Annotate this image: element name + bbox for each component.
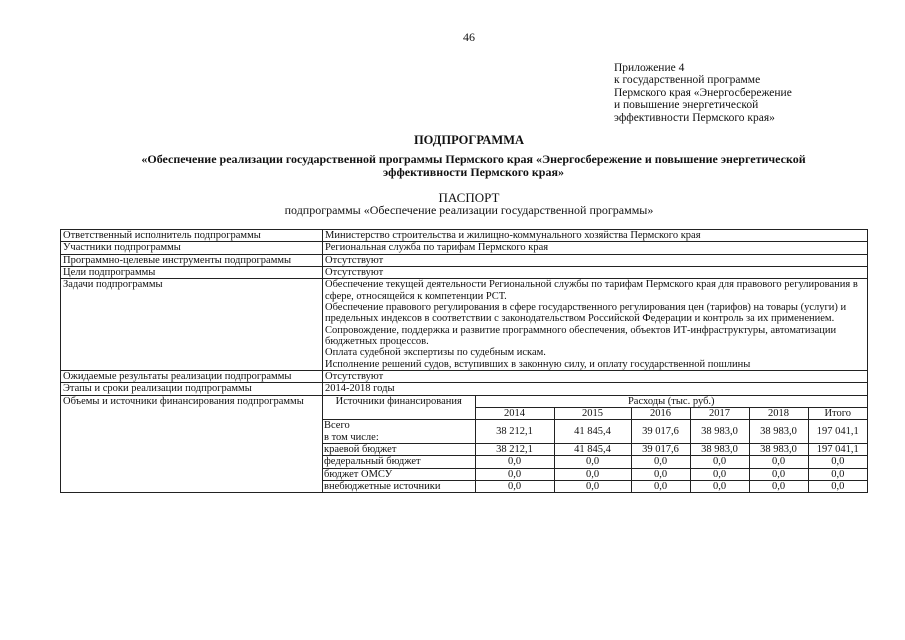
appendix-line: к государственной программе bbox=[614, 74, 761, 87]
row-label: Ожидаемые результаты реализации подпрограммы bbox=[61, 370, 323, 382]
row-label: Участники подпрограммы bbox=[61, 242, 323, 254]
year-header: 2018 bbox=[749, 407, 808, 419]
value-cell: 197 041,1 bbox=[808, 443, 867, 455]
financing-header-row bbox=[323, 396, 867, 408]
value-cell: 0,0 bbox=[690, 468, 749, 480]
value-cell: 39 017,6 bbox=[631, 443, 690, 455]
passport-row-participants bbox=[61, 242, 868, 254]
value-cell: 0,0 bbox=[631, 468, 690, 480]
value-cell: 38 983,0 bbox=[749, 420, 808, 444]
value-cell: 0,0 bbox=[749, 468, 808, 480]
row-label: Задачи подпрограммы bbox=[61, 279, 323, 371]
row-label: Объемы и источники финансирования подпрограммы bbox=[61, 395, 323, 493]
value-cell: 38 983,0 bbox=[690, 443, 749, 455]
value-cell: 0,0 bbox=[475, 480, 554, 492]
source-label: федеральный бюджет bbox=[323, 456, 475, 468]
passport-table bbox=[60, 229, 868, 493]
passport-row-goals bbox=[61, 266, 868, 278]
passport-row-executor bbox=[61, 230, 868, 242]
value-cell: 0,0 bbox=[749, 480, 808, 492]
appendix-note bbox=[614, 62, 792, 124]
source-label bbox=[323, 420, 475, 444]
task-item: Сопровождение, поддержка и развитие программного обеспечения, объектов ИТ-инфраструктуры, автоматизации бюджетных процессов. bbox=[325, 324, 837, 347]
year-header: 2017 bbox=[690, 407, 749, 419]
value-cell: 0,0 bbox=[808, 468, 867, 480]
row-value: Отсутствуют bbox=[323, 266, 868, 278]
task-item: Обеспечение правового регулирования в сфере государственного регулирования цен (тарифов) на товары (услуги) и предельных индексов в соответствии с законодательством Российской Федерации и контроль за их применением. bbox=[325, 301, 847, 325]
sources-header: Источники финансирования bbox=[323, 396, 475, 420]
financing-row-extrabudgetary bbox=[323, 480, 867, 492]
row-label: Программно-целевые инструменты подпрограммы bbox=[61, 254, 323, 266]
passport-row-instruments bbox=[61, 254, 868, 266]
value-cell: 0,0 bbox=[749, 456, 808, 468]
source-label: внебюджетные источники bbox=[323, 480, 475, 492]
passport-subtitle: подпрограммы «Обеспечение реализации государственной программы» bbox=[284, 203, 654, 217]
financing-total-row bbox=[323, 420, 867, 444]
appendix-line: эффективности Пермского края» bbox=[614, 111, 775, 124]
row-value: Отсутствуют bbox=[323, 370, 868, 382]
value-cell: 0,0 bbox=[690, 480, 749, 492]
task-item: Исполнение решений судов, вступивших в законную силу, и оплату государственной пошлины bbox=[325, 358, 751, 370]
subprogram-heading: ПОДПРОГРАММА bbox=[413, 133, 525, 147]
value-cell: 0,0 bbox=[631, 456, 690, 468]
subprogram-subtitle: «Обеспечение реализации государственной программы Пермского края «Энергосбережение и повышение энергетической эффективности Пермского края» bbox=[141, 152, 806, 179]
value-cell: 0,0 bbox=[554, 456, 631, 468]
value-cell: 0,0 bbox=[808, 480, 867, 492]
value-cell: 38 983,0 bbox=[749, 443, 808, 455]
row-label: Ответственный исполнитель подпрограммы bbox=[61, 230, 323, 242]
row-value: Министерство строительства и жилищно-коммунального хозяйства Пермского края bbox=[323, 230, 868, 242]
value-cell: 197 041,1 bbox=[808, 420, 867, 444]
passport-row-tasks bbox=[61, 279, 868, 371]
task-item: Оплата судебной экспертизы по судебным искам. bbox=[325, 347, 546, 359]
financing-row-municipal bbox=[323, 468, 867, 480]
value-cell: 0,0 bbox=[808, 456, 867, 468]
value-cell: 0,0 bbox=[475, 468, 554, 480]
passport-title: ПАСПОРТ bbox=[438, 190, 500, 205]
value-cell: 0,0 bbox=[554, 468, 631, 480]
year-header: 2014 bbox=[475, 407, 554, 419]
value-cell: 38 212,1 bbox=[475, 420, 554, 444]
value-cell: 41 845,4 bbox=[554, 443, 631, 455]
total-label-line: в том числе: bbox=[324, 431, 379, 443]
value-cell: 41 845,4 bbox=[554, 420, 631, 444]
page-number: 46 bbox=[463, 30, 475, 44]
task-item: Обеспечение текущей деятельности Региональной службы по тарифам Пермского края для правового регулирования в сфере, относящейся к компетенции РСТ. bbox=[325, 279, 858, 302]
row-value: 2014-2018 годы bbox=[323, 383, 868, 395]
year-header: 2015 bbox=[554, 407, 631, 419]
financing-row-regional bbox=[323, 443, 867, 455]
value-cell: 0,0 bbox=[690, 456, 749, 468]
expenses-header: Расходы (тыс. руб.) bbox=[475, 396, 867, 408]
row-label: Этапы и сроки реализации подпрограммы bbox=[61, 383, 323, 395]
financing-table bbox=[323, 396, 867, 493]
passport-row-results bbox=[61, 370, 868, 382]
appendix-line: Приложение 4 bbox=[614, 62, 685, 74]
value-cell: 0,0 bbox=[475, 456, 554, 468]
row-value bbox=[323, 279, 868, 371]
row-value: Отсутствуют bbox=[323, 254, 868, 266]
total-header: Итого bbox=[808, 407, 867, 419]
value-cell: 38 983,0 bbox=[690, 420, 749, 444]
value-cell: 0,0 bbox=[631, 480, 690, 492]
row-value: Региональная служба по тарифам Пермского края bbox=[323, 242, 868, 254]
passport-row-financing bbox=[61, 395, 868, 493]
year-header: 2016 bbox=[631, 407, 690, 419]
financing-cell bbox=[323, 395, 868, 493]
source-label: бюджет ОМСУ bbox=[323, 468, 475, 480]
value-cell: 39 017,6 bbox=[631, 420, 690, 444]
row-label: Цели подпрограммы bbox=[61, 266, 323, 278]
appendix-line: Пермского края «Энергосбережение bbox=[614, 86, 792, 99]
appendix-line: и повышение энергетической bbox=[614, 99, 759, 112]
passport-row-stages bbox=[61, 383, 868, 395]
total-label-line: Всего bbox=[324, 420, 350, 432]
value-cell: 0,0 bbox=[554, 480, 631, 492]
financing-row-federal bbox=[323, 456, 867, 468]
source-label: краевой бюджет bbox=[323, 443, 475, 455]
value-cell: 38 212,1 bbox=[475, 443, 554, 455]
